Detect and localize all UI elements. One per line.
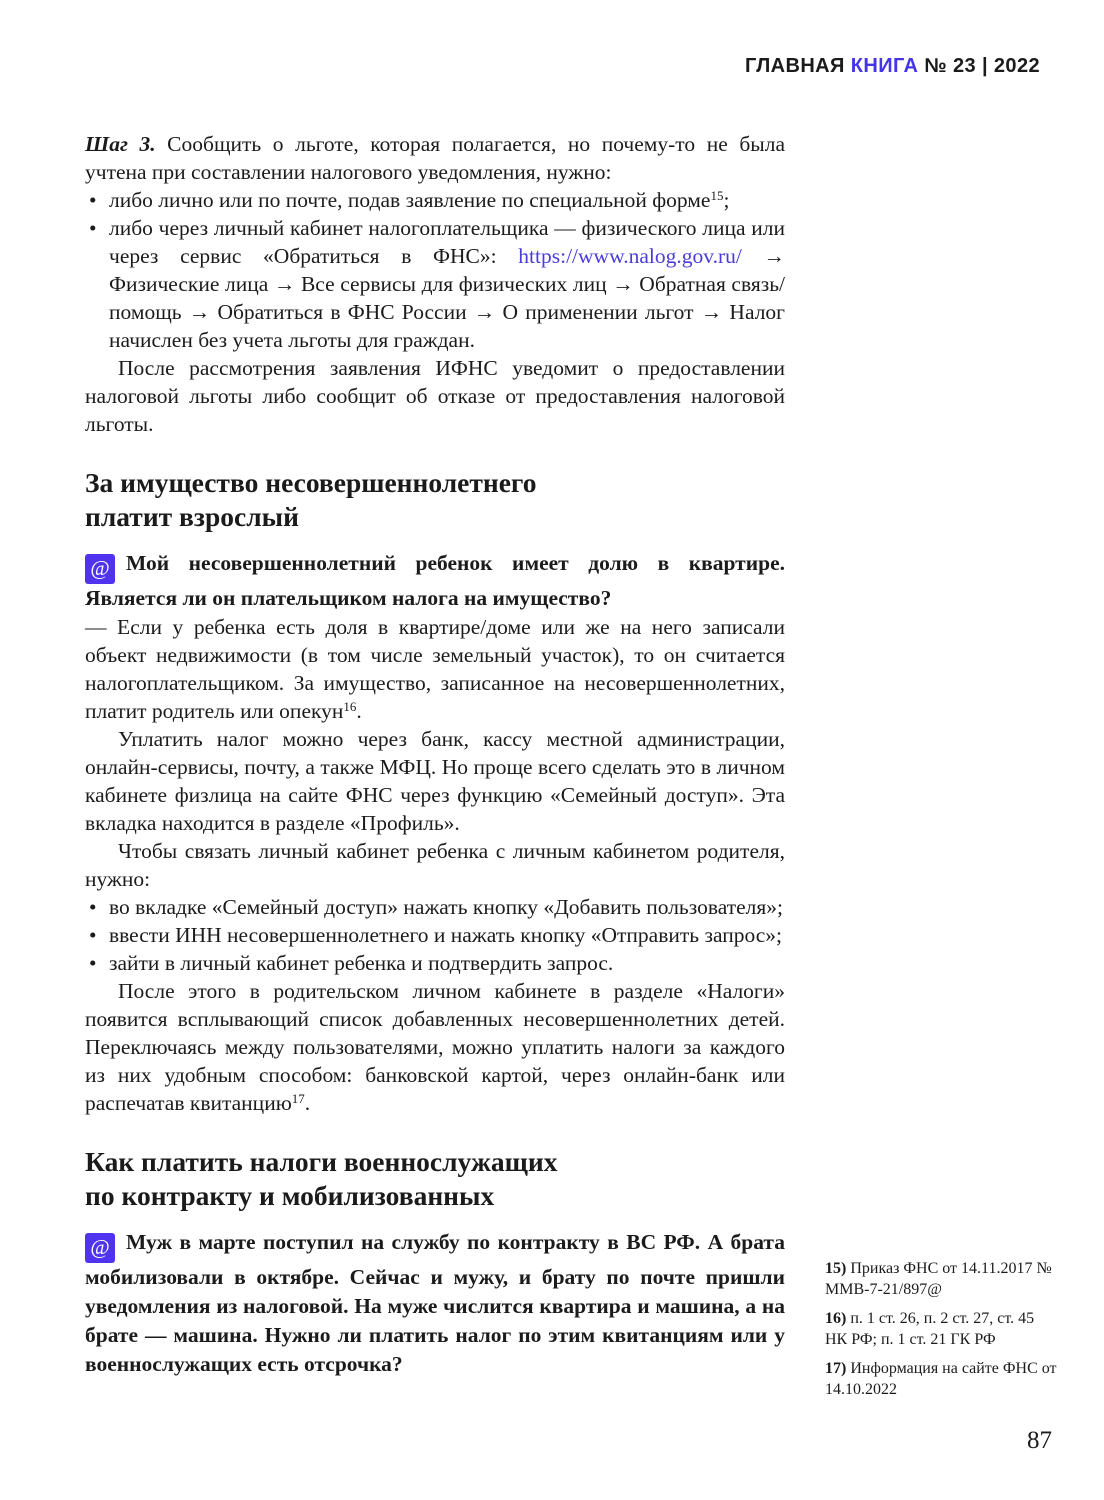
list-item (85, 214, 785, 354)
paragraph-step3-intro (85, 130, 785, 186)
question-block-1 (85, 549, 785, 613)
step3-label: Шаг 3. (85, 132, 156, 156)
footnote-ref-15: 15 (710, 188, 724, 203)
bullet2-after-link: → Физические лица → Все сервисы для физических лиц → Обратная связь/помощь → Обратиться в ФНС России → О применении льгот → Налог начислен без учета льготы для граждан. (109, 244, 785, 352)
main-text-column (85, 130, 785, 1379)
footnote-17 (825, 1359, 1060, 1400)
footnote-16 (825, 1309, 1060, 1350)
list-item: • зайти в личный кабинет ребенка и подтвердить запрос. (85, 949, 785, 977)
bullet1-text: либо лично или по почте, подав заявление по специальной форме (109, 188, 711, 212)
question-block-2 (85, 1228, 785, 1379)
answer-4-text: После этого в родительском личном кабинете в разделе «Налоги» появится всплывающий список добавленных несовершеннолетних детей. Переключаясь между пользователями, можно уплатить налоги за каждого из них удобным способом: банковской картой, через онлайн-банк или распечатав квитанцию (85, 979, 785, 1115)
footnote-text: Информация на сайте ФНС от 14.10.2022 (825, 1360, 1057, 1398)
footnote-ref-17: 17 (291, 1091, 305, 1106)
heading-line: по контракту и мобилизованных (85, 1180, 495, 1211)
footnote-ref-16: 16 (343, 699, 357, 714)
paragraph-answer-2: Уплатить налог можно через банк, кассу местной администрации, онлайн-сервисы, почту, а также МФЦ. Но проще всего сделать это в личном кабинете физлица на сайте ФНС через функцию «Семейный доступ». Эта вкладка находится в разделе «Профиль». (85, 727, 785, 835)
footnote-text: п. 1 ст. 26, п. 2 ст. 27, ст. 45 НК РФ; п. 1 ст. 21 ГК РФ (825, 1310, 1035, 1348)
at-sign-icon: @ (85, 554, 115, 584)
footnote-text: Приказ ФНС от 14.11.2017 № ММВ-7-21/897@ (825, 1260, 1052, 1298)
paragraph-answer-3: Чтобы связать личный кабинет ребенка с личным кабинетом родителя, нужно: (85, 839, 785, 891)
masthead-brand-black: ГЛАВНАЯ (744, 55, 845, 77)
bullet1-suffix: ; (723, 188, 730, 212)
heading-line: За имущество несовершеннолетнего (85, 467, 537, 498)
section-heading-military-taxes (85, 1145, 785, 1213)
masthead-issue: № 23 | 2022 (924, 55, 1040, 77)
step3-intro-text: Сообщить о льготе, которая полагается, но почему-то не была учтена при составлении налогового уведомления, нужно: (85, 132, 785, 184)
paragraph-step3-outro: После рассмотрения заявления ИФНС уведомит о предоставлении налоговой льготы либо сообщит об отказе от предоставления налоговой льготы. (85, 356, 785, 436)
step3-bullet-list (85, 186, 785, 354)
answer-4-suffix: . (304, 1091, 311, 1115)
masthead (745, 55, 1040, 78)
list-item: • во вкладке «Семейный доступ» нажать кнопку «Добавить пользователя»; (85, 893, 785, 921)
list-item (85, 186, 785, 214)
masthead-brand-accent: КНИГА (850, 55, 919, 77)
family-access-bullet-list (85, 893, 785, 977)
footnote-number: 15) (825, 1260, 847, 1277)
footnote-number: 17) (825, 1360, 847, 1377)
question-2-text: Муж в марте поступил на службу по контракту в ВС РФ. А брата мобилизовали в октябре. Сейчас и мужу, и брату по почте пришли уведомления из налоговой. На муже числится квартира и машина, а на брате — машина. Нужно ли платить налог по этим квитанциям или у военнослужащих есть отсрочка? (85, 1230, 785, 1376)
at-sign-icon: @ (85, 1233, 115, 1263)
answer-1-text: — Если у ребенка есть доля в квартире/доме или же на него записали объект недвижимости (в том числе земельный участок), то он считается налогоплательщиком. За имущество, записанное на несовершеннолетних, платит родитель или опекун (85, 615, 785, 723)
heading-line: Как платить налоги военнослужащих (85, 1146, 558, 1177)
answer-1-suffix: . (356, 699, 362, 723)
footnotes-column (825, 1259, 1060, 1409)
section-heading-minor-property (85, 466, 785, 534)
list-item: • ввести ИНН несовершеннолетнего и нажать кнопку «Отправить запрос»; (85, 921, 785, 949)
page-number: 87 (1027, 1427, 1052, 1454)
heading-line: платит взрослый (85, 501, 299, 532)
nalog-gov-link[interactable]: https://www.nalog.gov.ru/ (518, 244, 742, 268)
paragraph-answer-4 (85, 977, 785, 1117)
footnote-15 (825, 1259, 1060, 1300)
footnote-number: 16) (825, 1310, 847, 1327)
bullet2-before-link: либо через личный кабинет налогоплательщика — физического лица или через сервис «Обратиться в ФНС»: (109, 216, 785, 268)
paragraph-answer-1 (85, 613, 785, 725)
question-1-text: Мой несовершеннолетний ребенок имеет долю в квартире. Является ли он плательщиком налога на имущество? (85, 551, 785, 610)
